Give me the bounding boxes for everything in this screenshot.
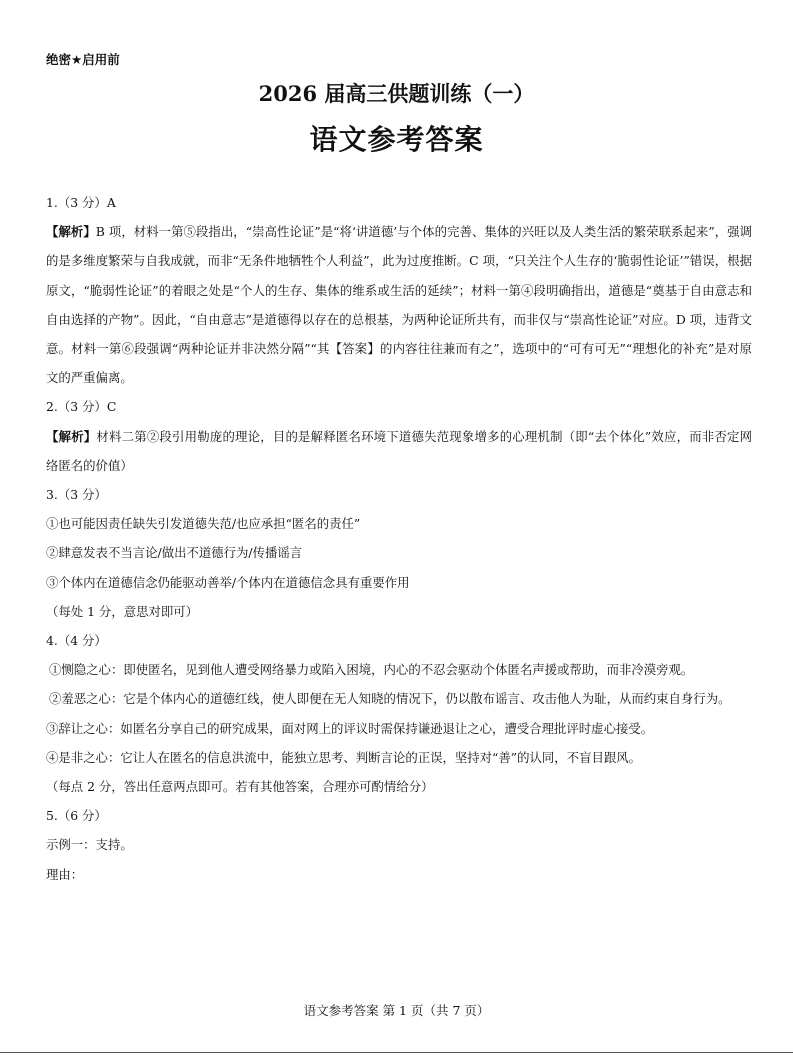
q5-reason: 理由： bbox=[46, 866, 84, 882]
q4-item: ③辞让之心：如匿名分享自己的研究成果，面对网上的评议时需保持谦逊退让之心，遭受合理批评时虚心接受。 bbox=[46, 720, 654, 736]
q5-example: 示例一：支持。 bbox=[46, 837, 133, 853]
q1-heading: 1.（3 分）A bbox=[46, 195, 116, 210]
q4-item: ①恻隐之心：即使匿名，见到他人遭受网络暴力或陷入困境，内心的不忍会驱动个体匿名声援或帮助，而非冷漠旁观。 bbox=[49, 662, 694, 678]
q3-item: ②肆意发表不当言论/做出不道德行为/传播谣言 bbox=[46, 545, 303, 561]
q2-heading: 2.（3 分）C bbox=[46, 399, 117, 415]
q4-item: ②羞恶之心：它是个体内心的道德红线，使人即便在无人知晓的情况下，仍以散布谣言、攻击他人为耻，从而约束自身行为。 bbox=[49, 691, 731, 707]
q2-analysis-text: 材料二第②段引用勒庞的理论，目的是解释匿名环境下道德失范现象增多的心理机制（即“去个体化”效应，而非否定网络匿名的价值） bbox=[46, 428, 753, 473]
q2-analysis bbox=[46, 422, 752, 480]
q1-analysis-label: 【解析】 bbox=[46, 224, 96, 240]
q4-item: ④是非之心：它让人在匿名的信息洪流中，能独立思考、判断言论的正误，坚持对“善”的认同，不盲目跟风。 bbox=[46, 749, 642, 765]
document-title: 语文参考答案 bbox=[309, 123, 484, 156]
q3-note: （每处 1 分，意思对即可） bbox=[46, 603, 199, 619]
q3-item: ①也可能因责任缺失引发道德失范/也应承担“匿名的责任” bbox=[46, 516, 361, 532]
answer-content bbox=[46, 188, 752, 889]
q2-analysis-label: 【解析】 bbox=[46, 428, 97, 444]
q3-heading: 3.（3 分） bbox=[46, 487, 107, 503]
page-footer: 语文参考答案 第 1 页（共 7 页） bbox=[303, 1003, 490, 1018]
q1-analysis bbox=[46, 217, 752, 392]
q3-item: ③个体内在道德信念仍能驱动善举/个体内在道德信念具有重要作用 bbox=[46, 574, 410, 590]
page-bottom-divider bbox=[0, 1052, 793, 1053]
q1-analysis-text: B 项，材料一第⑤段指出，“崇高性论证”是“将‘讲道德’与个体的完善、集体的兴旺以及人类生活的繁荣联系起来”，强调的是多维度繁荣与自我成就，而非“无条件地牺牲个人利益”，此为过度推断。C 项，“只关注个人生存的‘脆弱性论证’”错误，根据原文，“脆弱性论证”的着眼之处是“个人的生存、集体的维系或生活的延续”；材料一第④段明确指出，道德是“奠基于自由意志和自由选择的产物”。因此，“自由意志”是道德得以存在的总根基，为两种论证所共有，而非仅与“崇高性论证”对应。D 项，违背文意。材料一第⑥段强调“两种论证并非决然分隔”“其【答案】的内容往往兼而有之”，选项中的“可有可无”“理想化的补充”是对原文的严重偏离。 bbox=[46, 224, 753, 386]
q5-heading: 5.（6 分） bbox=[46, 808, 107, 824]
q4-note: （每点 2 分，答出任意两点即可。若有其他答案，合理亦可酌情给分） bbox=[46, 779, 434, 795]
q4-heading: 4.（4 分） bbox=[46, 633, 107, 649]
exam-title: 2026 届高三供题训练（一） bbox=[258, 81, 535, 106]
confidential-label: 绝密★启用前 bbox=[46, 52, 120, 67]
